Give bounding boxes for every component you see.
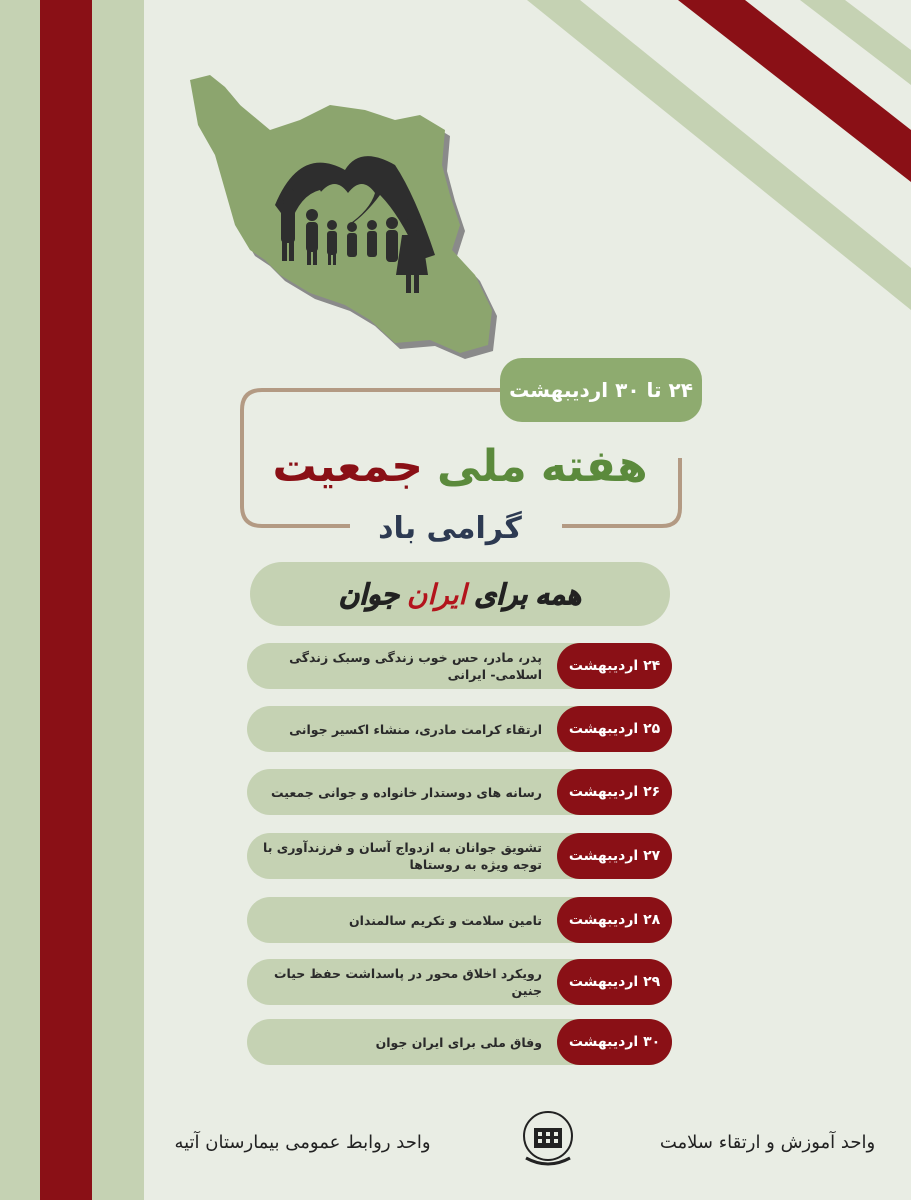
schedule-topic: رسانه های دوستدار خانواده و جوانی جمعیت xyxy=(271,784,542,800)
schedule-topic: پدر، مادر، حس خوب زندگی وسبک زندگی اسلامی- ایرانی xyxy=(289,650,542,682)
schedule-row xyxy=(247,833,672,879)
schedule-row xyxy=(247,1019,672,1065)
title-word-week: هفته xyxy=(540,440,648,492)
schedule-topic: تشویق جوانان به ازدواج آسان و فرزندآوری با توجه ویژه به روستاها xyxy=(263,840,542,872)
schedule-date-badge: ۲۵ اردیبهشت xyxy=(557,706,672,752)
hospital-logo-icon xyxy=(512,1108,584,1172)
schedule-row xyxy=(247,897,672,943)
schedule-row xyxy=(247,769,672,815)
subtitle: گرامی باد xyxy=(350,505,550,551)
slogan-word-all: همه xyxy=(535,577,582,611)
slogan-word-for: برای xyxy=(474,577,528,611)
schedule-row xyxy=(247,959,672,1005)
schedule-topic: وفاق ملی برای ایران جوان xyxy=(375,1034,542,1050)
date-range-badge: ۲۴ تا ۳۰ اردیبهشت xyxy=(500,358,702,422)
schedule-row xyxy=(247,706,672,752)
schedule-date-badge: ۲۶ اردیبهشت xyxy=(557,769,672,815)
slogan-word-iran: ایران xyxy=(406,577,467,611)
schedule-date-badge: ۲۷ اردیبهشت xyxy=(557,833,672,879)
slogan-word-young: جوان xyxy=(338,577,399,611)
page-title xyxy=(245,436,675,496)
schedule-date-badge: ۳۰ اردیبهشت xyxy=(557,1019,672,1065)
schedule-row xyxy=(247,643,672,689)
title-word-national: ملی xyxy=(437,440,527,492)
iran-map-family-illustration xyxy=(180,75,500,360)
footer-public-relations: واحد روابط عمومی بیمارستان آتیه xyxy=(174,1131,431,1153)
schedule-topic: رویکرد اخلاق محور در پاسداشت حفظ حیات جنین xyxy=(273,966,542,998)
slogan-banner xyxy=(250,562,670,626)
footer-health-education: واحد آموزش و ارتقاء سلامت xyxy=(659,1131,876,1153)
schedule-date-badge: ۲۴ اردیبهشت xyxy=(557,643,672,689)
schedule-date-badge: ۲۸ اردیبهشت xyxy=(557,897,672,943)
schedule-date-badge: ۲۹ اردیبهشت xyxy=(557,959,672,1005)
schedule-topic: ارتقاء کرامت مادری، منشاء اکسیر جوانی xyxy=(289,721,542,737)
title-word-population: جمعیت xyxy=(272,440,424,492)
schedule-topic: تامین سلامت و تکریم سالمندان xyxy=(349,912,542,928)
